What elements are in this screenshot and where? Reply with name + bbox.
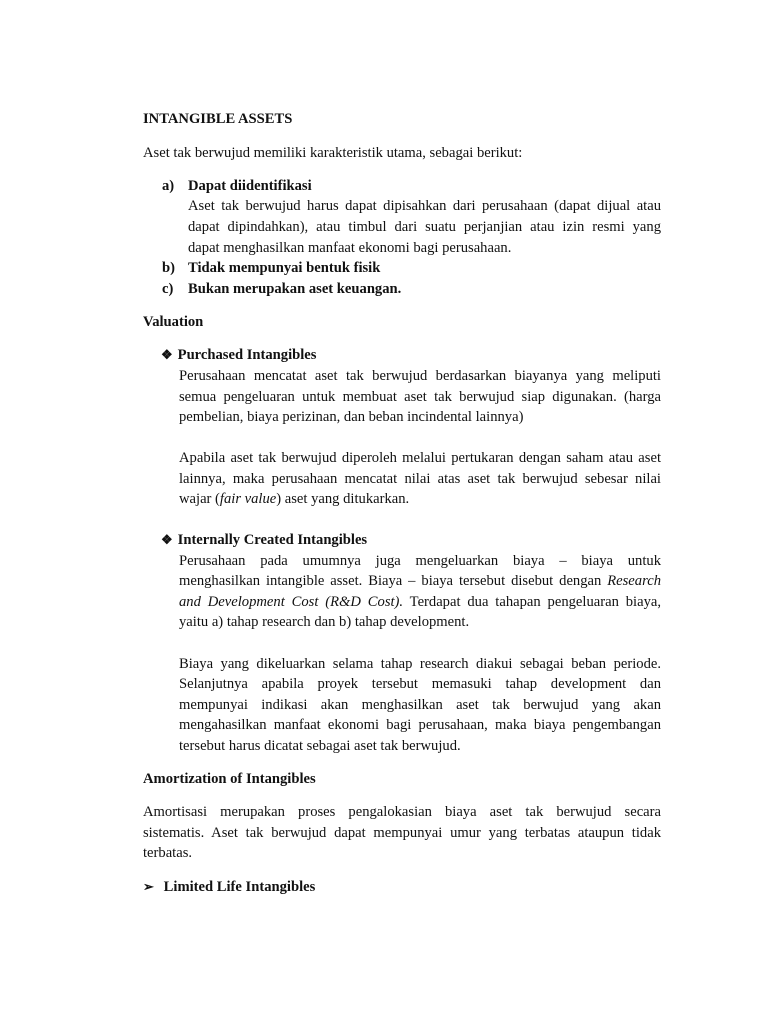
list-marker-a: a)	[162, 178, 175, 194]
fair-value-term: fair value	[219, 491, 277, 507]
intro-text: Aset tak berwujud memiliki karakteristik utama, sebagai berikut:	[143, 145, 523, 161]
purchased-intangibles-item	[161, 345, 316, 365]
four-diamond-bullet-icon: ❖	[161, 532, 173, 547]
amortization-para-line-1: Amortisasi merupakan proses pengalokasian biaya aset tak berwujud secara	[143, 804, 661, 820]
internal-para1-line-1: Perusahaan pada umumnya juga mengeluarkan biaya – biaya untuk	[179, 553, 661, 569]
internal-para1-line-2: menghasilkan intangible asset. Biaya – biaya tersebut disebut dengan Research	[179, 573, 661, 589]
four-diamond-bullet-icon: ❖	[161, 347, 173, 362]
limited-life-intangibles-heading: Limited Life Intangibles	[163, 879, 316, 895]
internal-para1-line-3: and Development Cost (R&D Cost). Terdapat dua tahapan pengeluaran biaya,	[179, 594, 661, 610]
purchased-para1-line-1: Perusahaan mencatat aset tak berwujud berdasarkan biayanya yang meliputi	[179, 368, 661, 384]
characteristic-c-label: Bukan merupakan aset keuangan.	[188, 281, 402, 297]
internally-created-intangibles-heading: Internally Created Intangibles	[177, 532, 368, 548]
rnd-cost-term: and Development Cost (R&D Cost).	[179, 594, 404, 610]
characteristic-a-body-line-1: Aset tak berwujud harus dapat dipisahkan dari perusahaan (dapat dijual atau	[188, 198, 661, 214]
limited-life-intangibles-item	[143, 877, 315, 897]
amortization-heading: Amortization of Intangibles	[143, 771, 316, 787]
internally-created-intangibles-item	[161, 530, 367, 550]
purchased-para2-line-1: Apabila aset tak berwujud diperoleh melalui pertukaran dengan saham atau aset	[179, 450, 661, 466]
internal-para2-line-4: mengahasilkan manfaat ekonomi bagi perusahaan, maka biaya pengembangan	[179, 717, 661, 733]
characteristic-b-label: Tidak mempunyai bentuk fisik	[188, 260, 381, 276]
valuation-heading: Valuation	[143, 314, 204, 330]
page-title: INTANGIBLE ASSETS	[143, 111, 293, 127]
internal-para2-line-3: mempunyai indikasi akan menghasilkan aset tak berwujud yang akan	[179, 697, 661, 713]
internal-para2-line-1: Biaya yang dikeluarkan selama tahap research diakui sebagai beban periode.	[179, 656, 661, 672]
amortization-para-line-2: sistematis. Aset tak berwujud dapat mempunyai umur yang terbatas ataupun tidak	[143, 825, 661, 841]
amortization-para-line-3: terbatas.	[143, 845, 193, 861]
purchased-para2-line-3: wajar (fair value) aset yang ditukarkan.	[179, 491, 410, 507]
list-marker-c: c)	[162, 281, 174, 297]
purchased-para1-line-3: pembelian, biaya perizinan, dan beban incindental lainnya)	[179, 409, 524, 425]
list-marker-b: b)	[162, 260, 175, 276]
internal-para1-line-4: yaitu a) tahap research dan b) tahap development.	[179, 614, 470, 630]
purchased-intangibles-heading: Purchased Intangibles	[177, 347, 317, 363]
internal-para2-line-2: Selanjutnya apabila proyek tersebut memasuki tahap development dan	[179, 676, 661, 692]
arrowhead-bullet-icon: ➢	[143, 879, 154, 894]
characteristic-a-body-line-2: dapat dipindahkan), atau timbul dari suatu perjanjian atau izin resmi yang	[188, 219, 661, 235]
characteristic-a-body-line-3: dapat menghasilkan manfaat ekonomi bagi perusahaan.	[188, 240, 512, 256]
internal-para2-line-5: tersebut harus dicatat sebagai aset tak berwujud.	[179, 738, 461, 754]
rnd-term: Research	[607, 573, 661, 589]
purchased-para1-line-2: semua pengeluaran untuk membuat aset tak berwujud siap digunakan. (harga	[179, 389, 661, 405]
purchased-para2-line-2: lainnya, maka perusahaan mencatat nilai atas aset tak berwujud sebesar nilai	[179, 471, 661, 487]
characteristic-a-label: Dapat diidentifikasi	[188, 178, 312, 194]
